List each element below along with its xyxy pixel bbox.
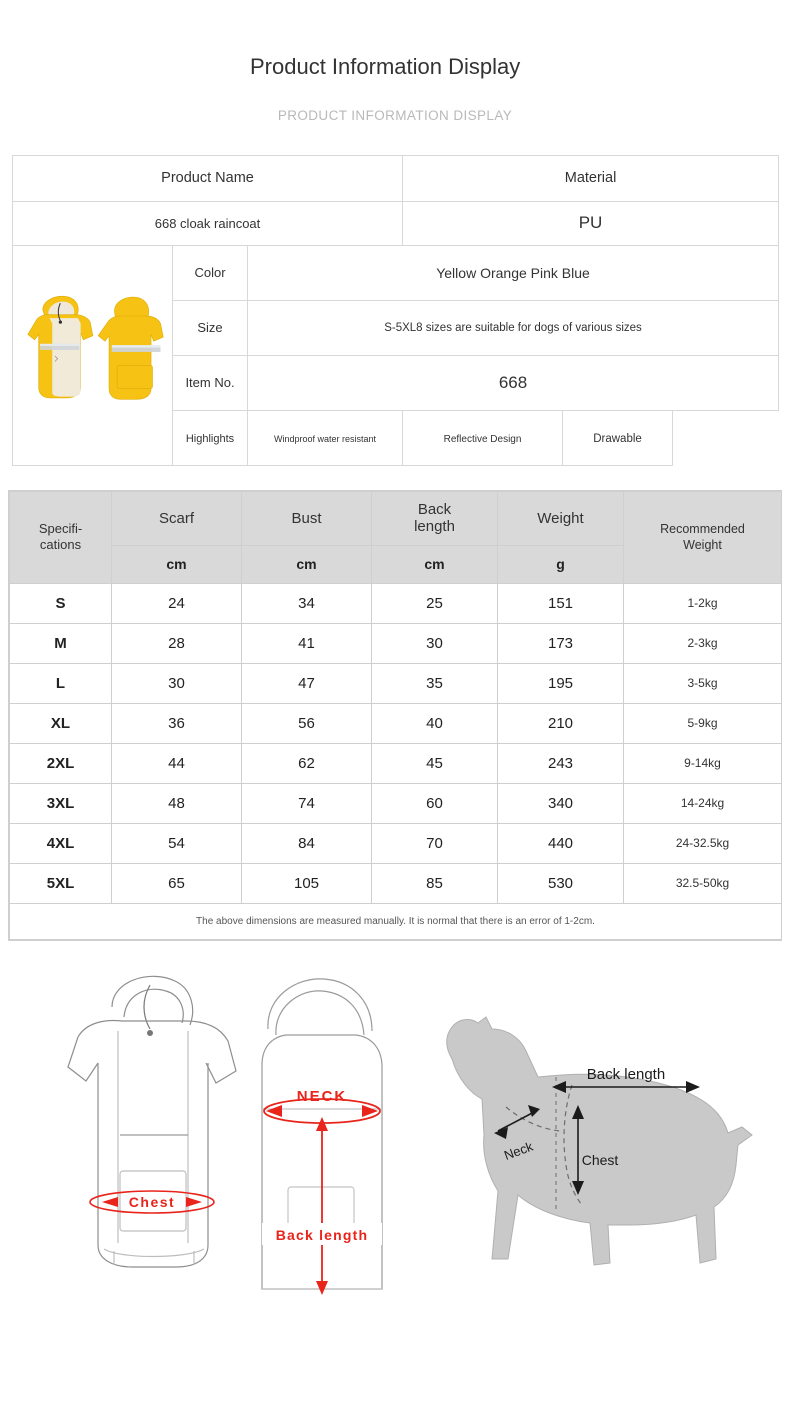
spec-weight-6: 440 xyxy=(498,823,624,863)
spec-back-3: 40 xyxy=(372,703,498,743)
info-row-value-0: Yellow Orange Pink Blue xyxy=(248,245,779,300)
spec-size-7: 5XL xyxy=(10,863,112,903)
info-row-label-2: Item No. xyxy=(173,355,248,410)
spec-weight-7: 530 xyxy=(498,863,624,903)
info-row-value-2: 668 xyxy=(248,355,779,410)
info-highlight-1: Reflective Design xyxy=(443,433,522,445)
spec-rec-6: 24-32.5kg xyxy=(624,823,782,863)
spec-unit-2: cm xyxy=(242,545,372,583)
spec-rec-4: 9-14kg xyxy=(624,743,782,783)
info-highlight-0-cell xyxy=(248,410,403,465)
spec-back-2: 35 xyxy=(372,663,498,703)
spec-weight-1: 173 xyxy=(498,623,624,663)
info-col1-header: Product Name xyxy=(13,155,403,201)
spec-scarf-7: 65 xyxy=(112,863,242,903)
info-highlight-2: Drawable xyxy=(593,432,642,445)
neck-label-back: NECK xyxy=(296,1087,348,1105)
spec-size-2: L xyxy=(10,663,112,703)
page-title: Product Information Display xyxy=(250,54,521,79)
table-row xyxy=(10,783,782,823)
spec-bust-3: 56 xyxy=(242,703,372,743)
spec-scarf-1: 28 xyxy=(112,623,242,663)
table-row xyxy=(10,663,782,703)
spec-unit-3: cm xyxy=(372,545,498,583)
spec-rec-5: 14-24kg xyxy=(624,783,782,823)
spec-note: The above dimensions are measured manually. It is normal that there is an error of 1-2cm. xyxy=(10,903,782,939)
info-highlight-1-cell xyxy=(403,410,563,465)
spec-size-4: 2XL xyxy=(10,743,112,783)
spec-size-6: 4XL xyxy=(10,823,112,863)
spec-scarf-2: 30 xyxy=(112,663,242,703)
table-row xyxy=(10,623,782,663)
spec-note-row xyxy=(10,903,782,939)
info-product-name: 668 cloak raincoat xyxy=(13,201,403,245)
dog-back-length-label: Back length xyxy=(586,1065,666,1083)
spec-header-5: Recommended Weight xyxy=(624,491,782,583)
spec-header-4: Weight xyxy=(498,491,624,545)
info-highlights-label: Highlights xyxy=(185,432,235,445)
measurement-diagram xyxy=(0,959,790,1309)
spec-bust-4: 62 xyxy=(242,743,372,783)
table-row xyxy=(13,155,779,201)
spec-scarf-3: 36 xyxy=(112,703,242,743)
table-row xyxy=(10,743,782,783)
spec-bust-0: 34 xyxy=(242,583,372,623)
spec-rec-7: 32.5-50kg xyxy=(624,863,782,903)
spec-scarf-4: 44 xyxy=(112,743,242,783)
back-length-label: Back length xyxy=(275,1226,369,1243)
spec-weight-4: 243 xyxy=(498,743,624,783)
spec-size-1: M xyxy=(10,623,112,663)
spec-bust-2: 47 xyxy=(242,663,372,703)
info-row-value-1: S-5XL8 sizes are suitable for dogs of various sizes xyxy=(248,300,779,355)
spec-back-7: 85 xyxy=(372,863,498,903)
spec-weight-0: 151 xyxy=(498,583,624,623)
table-row xyxy=(10,823,782,863)
spec-size-0: S xyxy=(10,583,112,623)
spec-size-3: XL xyxy=(10,703,112,743)
info-highlight-0: Windproof water resistant xyxy=(273,433,377,444)
chest-label-front: Chest xyxy=(128,1193,176,1210)
measurement-illustrations xyxy=(0,959,790,1309)
spec-back-4: 45 xyxy=(372,743,498,783)
table-row xyxy=(10,703,782,743)
chest-measure-front xyxy=(90,1191,214,1213)
table-row xyxy=(13,201,779,245)
info-highlights-label-cell xyxy=(173,410,248,465)
spec-scarf-0: 24 xyxy=(112,583,242,623)
spec-weight-5: 340 xyxy=(498,783,624,823)
spec-header-row xyxy=(10,491,782,545)
spec-back-0: 25 xyxy=(372,583,498,623)
product-image-cell xyxy=(13,245,173,465)
size-spec-table-wrapper xyxy=(8,490,782,941)
spec-unit-4: g xyxy=(498,545,624,583)
info-col2-header: Material xyxy=(403,155,779,201)
info-material-value: PU xyxy=(403,201,779,245)
page-subtitle: PRODUCT INFORMATION DISPLAY xyxy=(277,107,513,123)
spec-header-0: Specifi- cations xyxy=(10,491,112,583)
spec-scarf-5: 48 xyxy=(112,783,242,823)
table-row xyxy=(10,863,782,903)
spec-back-6: 70 xyxy=(372,823,498,863)
spec-rec-2: 3-5kg xyxy=(624,663,782,703)
dog-neck-label: Neck xyxy=(501,1138,535,1163)
info-highlight-2-cell xyxy=(563,410,673,465)
page-header xyxy=(0,0,790,123)
info-row-label-1: Size xyxy=(173,300,248,355)
product-photo xyxy=(13,255,172,455)
spec-back-1: 30 xyxy=(372,623,498,663)
spec-header-1: Scarf xyxy=(112,491,242,545)
spec-bust-1: 41 xyxy=(242,623,372,663)
spec-back-5: 60 xyxy=(372,783,498,823)
product-info-table xyxy=(12,155,779,466)
spec-unit-1: cm xyxy=(112,545,242,583)
spec-size-5: 3XL xyxy=(10,783,112,823)
spec-bust-5: 74 xyxy=(242,783,372,823)
spec-bust-7: 105 xyxy=(242,863,372,903)
spec-rec-0: 1-2kg xyxy=(624,583,782,623)
dog-chest-label: Chest xyxy=(581,1151,619,1168)
table-row xyxy=(10,583,782,623)
spec-header-3: Back length xyxy=(372,491,498,545)
table-row xyxy=(13,245,779,300)
spec-header-2: Bust xyxy=(242,491,372,545)
spec-rec-1: 2-3kg xyxy=(624,623,782,663)
info-row-label-0: Color xyxy=(173,245,248,300)
size-spec-table xyxy=(9,491,782,940)
spec-scarf-6: 54 xyxy=(112,823,242,863)
spec-weight-2: 195 xyxy=(498,663,624,703)
spec-rec-3: 5-9kg xyxy=(624,703,782,743)
spec-weight-3: 210 xyxy=(498,703,624,743)
spec-bust-6: 84 xyxy=(242,823,372,863)
